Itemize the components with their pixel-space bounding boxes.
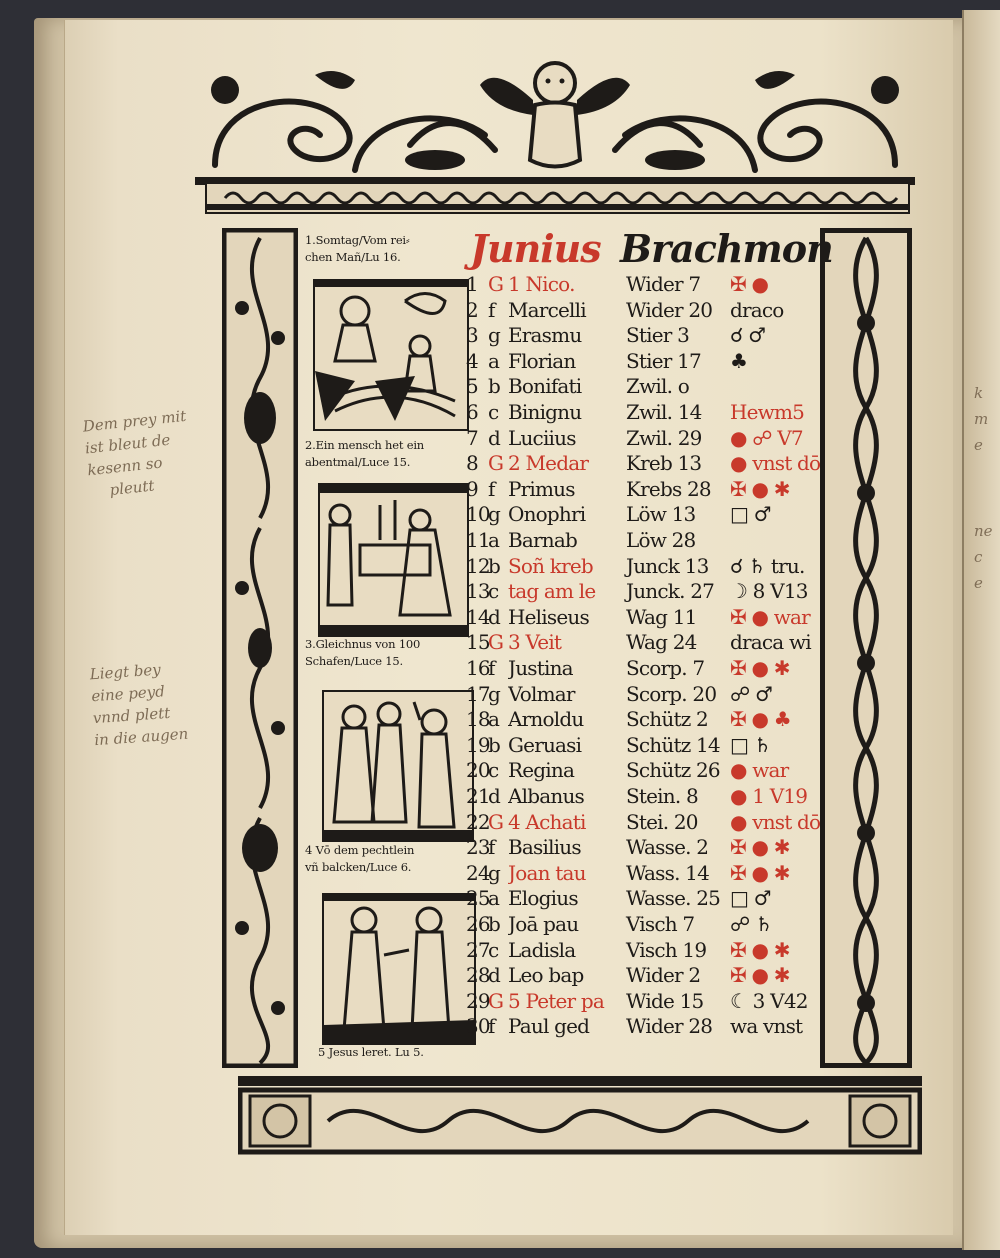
lunar-aspect: ☍ ♂ (730, 681, 773, 706)
dominical-letter: c (488, 579, 499, 604)
zodiac-sign: Schütz 2 (626, 707, 708, 732)
lunar-aspect: ✠ ● ✱ (730, 476, 790, 501)
dominical-letter: a (488, 528, 500, 552)
right-border-ornament (820, 228, 912, 1068)
saint-name: Joā pau (508, 912, 579, 936)
dominical-letter: f (488, 476, 495, 501)
dominical-letter: d (488, 604, 501, 629)
saint-name: Marcelli (508, 297, 586, 322)
zodiac-sign: Wasse. 25 (626, 886, 721, 911)
day-number: 12 (466, 553, 490, 578)
handwritten-margin-note-1: Dem prey mit ist bleut de kesenn so pleutt (81, 406, 188, 500)
sunday-caption-1: 1.Somtag/Vom rei⸗ chen Mañ/Lu 16. (305, 233, 410, 264)
day-number: 14 (466, 604, 490, 629)
bottom-ornament-woodcut (238, 1076, 922, 1156)
woodcut-mote-beam (322, 893, 476, 1045)
dominical-letter: b (488, 912, 501, 936)
saint-name: Onophri (508, 502, 586, 527)
zodiac-sign: Junck. 27 (626, 579, 715, 604)
saint-name: Geruasi (508, 732, 582, 757)
month-latin-name: Junius (470, 226, 601, 271)
sunday-caption-4: 4 Vō dem pechtlein vñ balcken/Luce 6. (305, 843, 415, 874)
zodiac-sign: Kreb 13 (626, 451, 702, 476)
dominical-letter: c (488, 400, 499, 424)
day-number: 25 (466, 886, 490, 911)
day-number: 23 (466, 835, 490, 860)
lunar-aspect: ☽ 8 V13 (730, 579, 808, 604)
zodiac-sign: Stier 3 (626, 323, 690, 348)
dominical-letter: G (488, 451, 504, 476)
saint-name: Leo bap (508, 963, 584, 988)
day-number: 6 (466, 400, 478, 424)
dominical-letter: a (488, 348, 500, 373)
top-ornament-woodcut (195, 55, 915, 185)
zodiac-sign: Visch 7 (626, 912, 695, 936)
day-number: 26 (466, 912, 490, 936)
day-number: 2 (466, 297, 478, 322)
zodiac-sign: Stei. 20 (626, 809, 698, 834)
dominical-letter: d (488, 784, 501, 808)
facing-page-annotation: k m e ne c e (974, 384, 993, 592)
saint-name: tag am le (508, 579, 596, 604)
saint-name: 3 Veit (508, 630, 562, 655)
saint-name: 2 Medar (508, 451, 589, 476)
zodiac-sign: Löw 13 (626, 502, 696, 527)
lunar-aspect: ● vnst dō (730, 451, 821, 476)
dominical-letter: G (488, 272, 504, 296)
lunar-aspect: ☍ ♄ (730, 912, 773, 936)
saint-name: Heliseus (508, 604, 589, 629)
day-number: 7 (466, 425, 478, 450)
lunar-aspect: ✠ ● ✱ (730, 937, 790, 962)
zodiac-sign: Löw 28 (626, 528, 696, 552)
zodiac-sign: Zwil. 29 (626, 425, 702, 450)
saint-name: 1 Nico. (508, 272, 575, 296)
sunday-caption-2: 2.Ein mensch het ein abentmal/Luce 15. (305, 438, 425, 469)
zodiac-sign: Wider 20 (626, 297, 713, 322)
day-number: 15 (466, 630, 490, 655)
zodiac-sign: Zwil. 14 (626, 400, 702, 424)
zodiac-sign: Wide 15 (626, 988, 704, 1013)
lunar-aspect: draco (730, 297, 784, 322)
day-number: 30 (466, 1014, 490, 1039)
lunar-aspect: ✠ ● ✱ (730, 835, 790, 860)
zodiac-sign: Visch 19 (626, 937, 707, 962)
zodiac-sign: Wass. 14 (626, 860, 710, 885)
dominical-letter: b (488, 553, 501, 578)
lunar-aspect: Hewm5 (730, 400, 805, 424)
saint-name: Volmar (508, 681, 575, 706)
dominical-letter: f (488, 297, 495, 322)
zodiac-sign: Scorp. 7 (626, 656, 705, 680)
dominical-letter: G (488, 809, 504, 834)
zodiac-sign: Stier 17 (626, 348, 701, 373)
saint-name: Florian (508, 348, 576, 373)
dominical-letter: b (488, 374, 501, 399)
lunar-aspect: □ ♂ (730, 886, 771, 911)
lunar-aspect: □ ♂ (730, 502, 771, 527)
dominical-letter: f (488, 835, 495, 860)
day-number: 4 (466, 348, 478, 373)
day-number: 22 (466, 809, 490, 834)
lunar-aspect: ☌ ♂ (730, 323, 766, 348)
zodiac-sign: Krebs 28 (626, 476, 711, 501)
dominical-letter: d (488, 963, 501, 988)
left-border-ornament (222, 228, 298, 1068)
woodcut-sheep (322, 690, 474, 842)
lunar-aspect: ☾ 3 V42 (730, 988, 808, 1013)
sunday-caption-3: 3.Gleichnus von 100 Schafen/Luce 15. (305, 637, 421, 668)
saint-name: Paul ged (508, 1014, 590, 1039)
zodiac-sign: Wider 7 (626, 272, 701, 296)
zodiac-sign: Stein. 8 (626, 784, 698, 808)
cherub-figure (480, 63, 630, 167)
zodiac-sign: Schütz 14 (626, 732, 720, 757)
saint-name: Erasmu (508, 323, 582, 348)
day-number: 28 (466, 963, 490, 988)
handwritten-margin-note-2: Liegt bey eine peyd vnnd plett in die augen (89, 660, 189, 750)
lunar-aspect: ✠ ● ✱ (730, 656, 790, 680)
day-number: 17 (466, 681, 490, 706)
zodiac-sign: Zwil. o (626, 374, 689, 399)
dominical-letter: G (488, 988, 504, 1013)
day-number: 3 (466, 323, 478, 348)
dominical-letter: g (488, 502, 501, 527)
day-number: 29 (466, 988, 490, 1013)
saint-name: Basilius (508, 835, 581, 860)
day-number: 9 (466, 476, 478, 501)
saint-name: Arnoldu (508, 707, 584, 732)
dominical-letter: d (488, 425, 501, 450)
saint-name: 4 Achati (508, 809, 586, 834)
lunar-aspect: ☌ ♄ tru. (730, 553, 805, 578)
day-number: 10 (466, 502, 490, 527)
dominical-letter: g (488, 323, 501, 348)
zodiac-sign: Junck 13 (626, 553, 709, 578)
saint-name: Primus (508, 476, 575, 501)
woodcut-supper (318, 483, 469, 637)
saint-name: Soñ kreb (508, 553, 593, 578)
day-number: 27 (466, 937, 490, 962)
saint-name: Ladisla (508, 937, 576, 962)
day-number: 19 (466, 732, 490, 757)
saint-name: 5 Peter pa (508, 988, 604, 1013)
saint-name: Albanus (508, 784, 584, 808)
zodiac-sign: Wag 11 (626, 604, 697, 629)
zodiac-sign: Wasse. 2 (626, 835, 709, 860)
saint-name: Luciius (508, 425, 576, 450)
saint-name: Elogius (508, 886, 578, 911)
month-german-name: Brachmon (620, 226, 833, 271)
calendar-day-row (466, 1012, 826, 1041)
lunar-aspect: ✠ ● ✱ (730, 860, 790, 885)
dominical-letter: a (488, 707, 500, 732)
face-medallion-left (250, 1096, 310, 1146)
lunar-aspect: wa vnst (730, 1014, 803, 1039)
zodiac-sign: Wider 28 (626, 1014, 713, 1039)
lunar-aspect: ● vnst dō (730, 809, 821, 834)
dominical-letter: g (488, 860, 501, 885)
lunar-aspect: ● war (730, 758, 789, 783)
lunar-aspect: draca wi (730, 630, 811, 655)
day-number: 11 (466, 528, 490, 552)
day-number: 5 (466, 374, 478, 399)
lunar-aspect: ✠ ● (730, 272, 769, 296)
lunar-aspect: ● ☍ V7 (730, 425, 803, 450)
day-number: 21 (466, 784, 490, 808)
dominical-letter: a (488, 886, 500, 911)
day-number: 20 (466, 758, 490, 783)
day-number: 16 (466, 656, 490, 680)
dominical-letter: c (488, 937, 499, 962)
dominical-letter: b (488, 732, 501, 757)
lunar-aspect: ● 1 V19 (730, 784, 808, 808)
day-number: 1 (466, 272, 478, 296)
day-number: 18 (466, 707, 490, 732)
day-number: 13 (466, 579, 490, 604)
lunar-aspect: ✠ ● war (730, 604, 810, 629)
saint-name: Bonifati (508, 374, 582, 399)
month-heading (470, 226, 833, 274)
saint-name: Regina (508, 758, 575, 783)
lunar-aspect: ♣ (730, 348, 748, 373)
sunday-caption-5: 5 Jesus leret. Lu 5. (318, 1045, 424, 1059)
saint-name: Binignu (508, 400, 582, 424)
lunar-aspect: ✠ ● ✱ (730, 963, 790, 988)
facing-page-edge (962, 10, 1000, 1250)
dominical-letter: g (488, 681, 501, 706)
zodiac-sign: Schütz 26 (626, 758, 720, 783)
zodiac-sign: Wider 2 (626, 963, 701, 988)
lunar-aspect: □ ♄ (730, 732, 771, 757)
saint-name: Barnab (508, 528, 577, 552)
dominical-letter: c (488, 758, 499, 783)
dominical-letter: f (488, 656, 495, 680)
dominical-letter: G (488, 630, 504, 655)
lunar-aspect: ✠ ● ♣ (730, 707, 791, 732)
day-number: 24 (466, 860, 490, 885)
decorative-frieze-top (205, 182, 910, 214)
zodiac-sign: Wag 24 (626, 630, 697, 655)
saint-name: Joan tau (508, 860, 586, 885)
woodcut-rich-man (313, 279, 469, 431)
day-number: 8 (466, 451, 478, 476)
face-medallion-right (850, 1096, 910, 1146)
zodiac-sign: Scorp. 20 (626, 681, 717, 706)
saint-name: Justina (508, 656, 573, 680)
dominical-letter: f (488, 1014, 495, 1039)
